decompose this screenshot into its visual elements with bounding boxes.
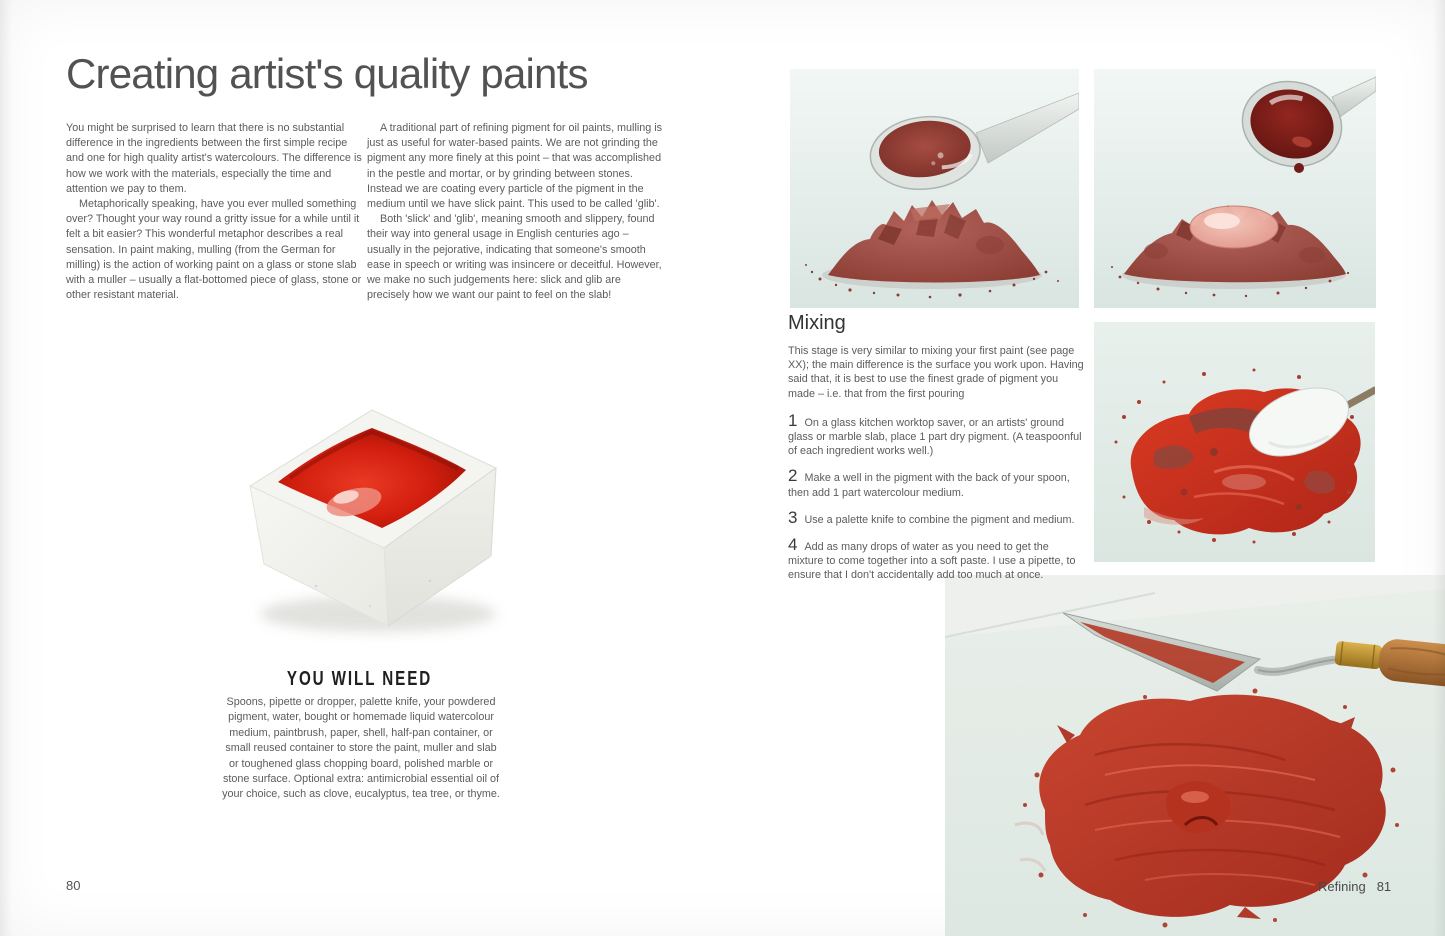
page-number-left: 80 <box>66 878 81 893</box>
step-2-text: Make a well in the pigment with the back of your spoon, then add 1 part watercolour medium. <box>788 472 1070 499</box>
step-2-number: 2 <box>788 466 798 486</box>
half-pan-paint-photo <box>220 356 534 652</box>
body-column-2 <box>367 121 665 303</box>
page-number-right: 81 <box>1376 879 1392 894</box>
mixing-section <box>788 312 1084 592</box>
body-paragraph: You might be surprised to learn that there is no substantial difference in the ingredients between the first simple recipe and one for high quality artist's watercolours. The difference is how we work with the materials, especially the time and attention we pay to them. <box>66 122 362 195</box>
body-paragraph: Metaphorically speaking, have you ever mulled something over? Thought your way round a gritty issue for a while until it felt a bit easier? This wonderful metaphor describes a real sensation. In paint making, mulling (from the German for milling) is the action of working paint on a glass or stone slab with a muller – usually a flat-bottomed piece of glass, stone or other resistant material. <box>66 198 362 302</box>
body-column-1 <box>66 121 364 303</box>
body-paragraph: Both 'slick' and 'glib', meaning smooth and slippery, found their way into general usage in English centuries ago – usually in the pejorative, indicating that someone's smooth ease in speech or writing was insincere or deceitful. However, we make no such judgements here: slick and glib are precisely how we want our paint to feel on the slab! <box>367 213 662 302</box>
chapter-label: Refining <box>1318 879 1366 894</box>
step-2 <box>788 467 1084 499</box>
page-edge-left <box>0 0 12 936</box>
combining-paint-photo <box>1094 322 1375 562</box>
medium-pour-photo <box>1094 69 1376 308</box>
body-paragraph: A traditional part of refining pigment for oil paints, mulling is just as useful for water-based paints. We are not grinding the pigment any more finely at this point – that was accomplished in the pestle and mortar, or by grinding between stones. Instead we are coating every particle of the pigment in the medium until we have slick paint. This used to be called 'glib'. <box>367 122 663 211</box>
step-3-text: Use a palette knife to combine the pigment and medium. <box>804 513 1075 526</box>
step-3 <box>788 509 1084 527</box>
mixing-heading: Mixing <box>788 312 846 334</box>
step-1-text: On a glass kitchen worktop saver, or an artists' ground glass or marble slab, place 1 part dry pigment. (A teaspoonful of each ingredient works well.) <box>788 416 1082 458</box>
step-4-text: Add as many drops of water as you need to get the mixture to come together into a soft paste. I use a pipette, to ensure that I don't accidentally add too much at once. <box>788 541 1076 582</box>
pigment-spoon-photo <box>790 69 1079 308</box>
half-pan-dish <box>250 410 496 626</box>
you-will-need-label: YOU WILL NEED <box>287 668 433 690</box>
step-4 <box>788 536 1084 583</box>
page-title: Creating artist's quality paints <box>66 50 588 97</box>
step-1-number: 1 <box>788 410 798 430</box>
you-will-need-heading <box>110 664 610 692</box>
step-3-number: 3 <box>788 507 798 527</box>
mixing-intro: This stage is very similar to mixing your first paint (see page XX); the main difference is the surface you work upon. Having said that, it is best to use the finest grade of pigment you made – i.e. that from the first pouring <box>788 345 1084 400</box>
supplies-list: Spoons, pipette or dropper, palette knife, your powdered pigment, water, bought or homemade liquid watercolour medium, paintbrush, paper, shell, half-pan container, or small reused container to store the paint, muller and slab or toughened glass chopping board, polished marble or stone surface. Optional extra: antimicrobial essential oil of your choice, such as clove, eucalyptus, tea tree, or thyme. <box>222 696 500 801</box>
right-page-footer <box>1318 879 1391 894</box>
step-4-number: 4 <box>788 535 798 555</box>
step-1 <box>788 412 1084 459</box>
